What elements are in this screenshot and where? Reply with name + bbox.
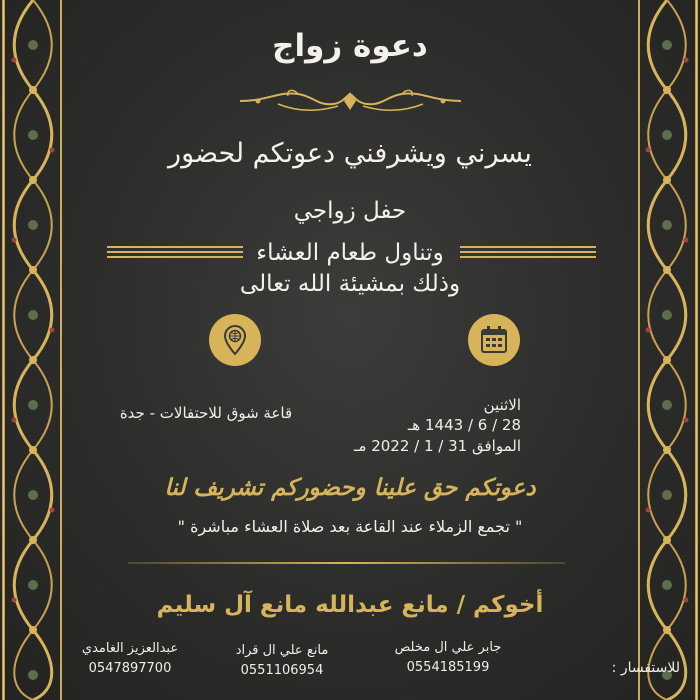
contact-3-name: عبدالعزيز الغامدي: [81, 641, 179, 656]
invitation-line-2: حفل زواجي: [293, 198, 407, 224]
event-day: الاثنين: [483, 396, 521, 414]
invitation-line-1: يسرني ويشرفني دعوتكم لحضور: [168, 138, 532, 169]
calendar-icon: [479, 325, 509, 355]
invitation-phrase: دعوتكم حق علينا وحضوركم تشريف لنا: [164, 474, 536, 501]
contact-1-name: جابر علي ال مخلص: [394, 640, 502, 655]
contact-3-phone: 0547897700: [88, 661, 172, 676]
gregorian-date: الموافق 31 / 1 / 2022 مـ: [354, 437, 521, 455]
calendar-badge: [468, 314, 520, 366]
host-signature: أخوكم / مانع عبدالله مانع آل سليم: [156, 592, 544, 618]
gold-divider: [128, 562, 565, 564]
gold-scroll-ornament-icon: [238, 86, 463, 116]
venue-name: قاعة شوق للاحتفالات - جدة: [119, 404, 293, 422]
contact-2-name: مانع علي ال قراد: [235, 643, 329, 658]
location-globe-icon: [220, 324, 250, 356]
contact-2-phone: 0551106954: [240, 663, 324, 678]
inquiry-label: للاستفسار :: [611, 660, 680, 676]
hijri-date: 28 / 6 / 1443 هـ: [407, 416, 521, 434]
invitation-line-3: وتناول طعام العشاء: [256, 240, 444, 266]
invitation-line-4: وذلك بمشيئة الله تعالى: [239, 271, 461, 297]
location-badge: [209, 314, 261, 366]
gathering-note: " تجمع الزملاء عند القاعة بعد صلاة العشاء مباشرة ": [177, 517, 523, 536]
card-title: دعوة زواج: [272, 28, 428, 64]
contact-1-phone: 0554185199: [406, 660, 490, 675]
